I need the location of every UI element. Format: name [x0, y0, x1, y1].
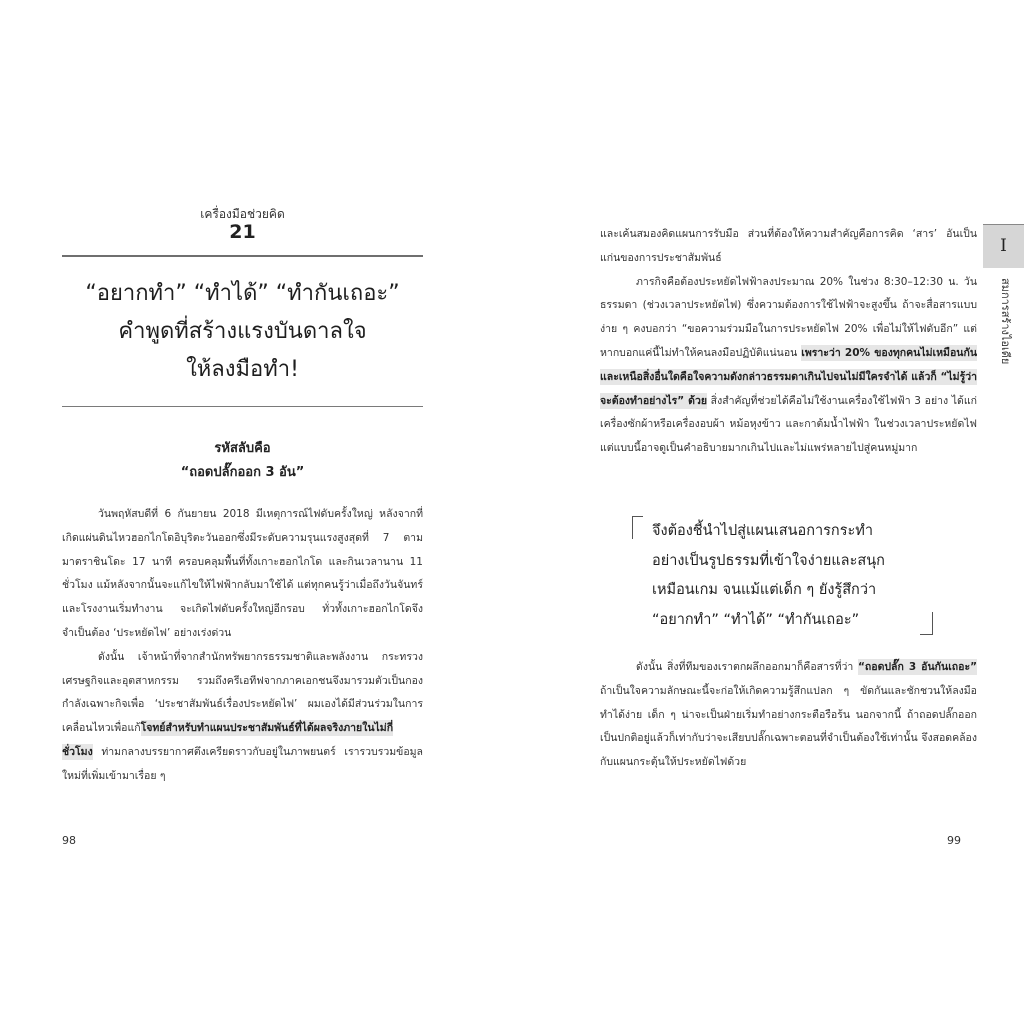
- paragraph: [62, 646, 423, 789]
- highlighted-text: เพราะว่า 20% ของทุกคนไม่เหมือนกัน และเหนือสิ่งอื่นใดคือใจความดังกล่าวธรรมดาเกินไปจนไม่มีใครจำได้ แล้วก็ “ไม่รู้ว่าจะต้องทำอย่างไร” ด้วย: [600, 346, 977, 407]
- chapter-subtitle: [62, 437, 423, 485]
- title-line: “อยากทำ” “ทำได้” “ทำกันเถอะ”: [85, 281, 400, 306]
- running-side-label: สมการสร้างไอเดีย: [999, 278, 1012, 365]
- title-bottom-rule: [62, 406, 423, 407]
- right-page: [512, 0, 1024, 1024]
- title-line: ให้ลงมือทำ!: [186, 357, 299, 382]
- subtitle-line: รหัสลับคือ: [214, 441, 271, 456]
- page-number-left: 98: [62, 834, 76, 847]
- page-number-right: 99: [947, 834, 961, 847]
- chapter-number: 21: [229, 221, 256, 243]
- paragraph: [600, 656, 977, 775]
- paragraph: [600, 271, 977, 461]
- highlighted-text: โจทย์สำหรับทำแผนประชาสัมพันธ์ที่ได้ผลจริงภายในไม่กี่ชั่วโมง: [62, 722, 394, 758]
- right-body-text-top: [600, 223, 977, 461]
- paragraph: และเค้นสมองคิดแผนการรับมือ ส่วนที่ต้องให้ความสำคัญคือการคิด ‘สาร’ อันเป็นแก่นของการประชาสัมพันธ์: [600, 228, 977, 264]
- subtitle-line: “ถอดปลั๊กออก 3 อัน”: [180, 465, 305, 480]
- section-tab: I: [983, 224, 1024, 268]
- quote-line: อย่างเป็นรูปธรรมที่เข้าใจง่ายและสนุก: [652, 552, 885, 569]
- text-run: ภารกิจคือต้องประหยัดไฟฟ้าลงประมาณ 20% ในช่วง 8:30–12:30 น. วันธรรมดา (ช่วงเวลาประหยัดไฟ) ซึ่งความต้องการใช้ไฟฟ้าจะสูงขึ้น ถ้าจะสื่อสารแบบง่าย ๆ คงบอกว่า “ขอความร่วมมือในการประหยัดไฟ 20% เพื่อไม่ให้ไฟดับอีก” แต่หากบอกแค่นี้ไม่ทำให้คนลงมือปฏิบัติแน่นอน: [600, 275, 977, 359]
- section-kicker: เครื่องมือช่วยคิด: [200, 207, 285, 221]
- chapter-title: [62, 275, 423, 389]
- title-line: คำพูดที่สร้างแรงบันดาลใจ: [118, 319, 367, 344]
- paragraph: วันพฤหัสบดีที่ 6 กันยายน 2018 มีเหตุการณ์ไฟดับครั้งใหญ่ หลังจากที่เกิดแผ่นดินไหวฮอกไกโดอิบุริตะวันออกซึ่งมีระดับความรุนแรงสูงสุดที่ 7 ตามมาตราชินโดะ 17 นาที ครอบคลุมพื้นที่ทั้งเกาะฮอกไกโด และกินเวลานาน 11 ชั่วโมง แม้หลังจากนั้นจะแก้ไขให้ไฟฟ้ากลับมาใช้ได้ แต่ทุกคนรู้ว่าเมื่อถึงวันจันทร์และโรงงานเริ่มทำงาน จะเกิดไฟดับครั้งใหญ่อีกรอบ ทั่วทั้งเกาะฮอกไกโดจึงจำเป็นต้อง ‘ประหยัดไฟ’ อย่างเร่งด่วน: [62, 508, 423, 639]
- quote-line: เหมือนเกม จนแม้แต่เด็ก ๆ ยังรู้สึกว่า: [652, 582, 877, 598]
- right-body-text-bottom: [600, 656, 977, 775]
- text-run: สิ่งสำคัญที่ช่วยได้คือไม่ใช้งานเครื่องใช้ไฟฟ้า 3 อย่าง ได้แก่ เครื่องซักผ้าหรือเครื่องอบผ้า หม้อหุงข้าว และกาต้มน้ำไฟฟ้า ในช่วงเวลาประหยัดไฟ แต่แบบนี้อาจดูเป็นคำอธิบายมากเกินไปและไม่แพร่หลายไปสู่คนหมู่มาก: [600, 394, 978, 455]
- left-body-text: [62, 503, 423, 789]
- section-tab-rule: [983, 224, 1024, 225]
- highlighted-text: “ถอดปลั๊ก 3 อันกันเถอะ”: [858, 661, 977, 673]
- pull-quote: [652, 517, 937, 635]
- quote-open-bracket: [632, 516, 643, 539]
- text-run: ท่ามกลางบรรยากาศตึงเครียดราวกับอยู่ในภาพยนตร์ เรารวบรวมข้อมูลใหม่ที่เพิ่มเข้ามาเรื่อย ๆ: [62, 745, 423, 782]
- quote-line: “อยากทำ” “ทำได้” “ทำกันเถอะ”: [652, 611, 860, 628]
- text-run: ดังนั้น สิ่งที่ทีมของเราตกผลึกออกมาก็คือสารที่ว่า: [636, 661, 858, 673]
- text-run: ถ้าเป็นใจความลักษณะนี้จะก่อให้เกิดความรู้สึกแปลก ๆ ขัดกันและชักชวนให้ลงมือทำได้ง่าย เด็ก ๆ น่าจะเป็นฝ่ายเริ่มทำอย่างกระตือรือร้น นอกจากนี้ ถ้าถอดปลั๊กออกเป็นปกติอยู่แล้วก็เท่ากับว่าจะเสียบปลั๊กเฉพาะตอนที่จำเป็นต้องใช้เท่านั้น จึงสอดคล้องกับแผนกระตุ้นให้ประหยัดไฟด้วย: [600, 684, 977, 769]
- text-run: ดังนั้น เจ้าหน้าที่จากสำนักทรัพยากรธรรมชาติและพลังงาน กระทรวงเศรษฐกิจและอุตสาหกรรม รวมถึงครีเอทีฟจากภาคเอกชนจึงมารวมตัวเป็นกองกำลังเฉพาะกิจเพื่อ ‘ประชาสัมพันธ์เรื่องประหยัดไฟ’ ผมเองได้มีส่วนร่วมในการเคลื่อนไหวเพื่อแก้: [62, 650, 423, 735]
- title-top-rule: [62, 255, 423, 257]
- quote-close-bracket: [920, 612, 933, 635]
- quote-line: จึงต้องชี้นำไปสู่แผนเสนอการกระทำ: [652, 523, 873, 539]
